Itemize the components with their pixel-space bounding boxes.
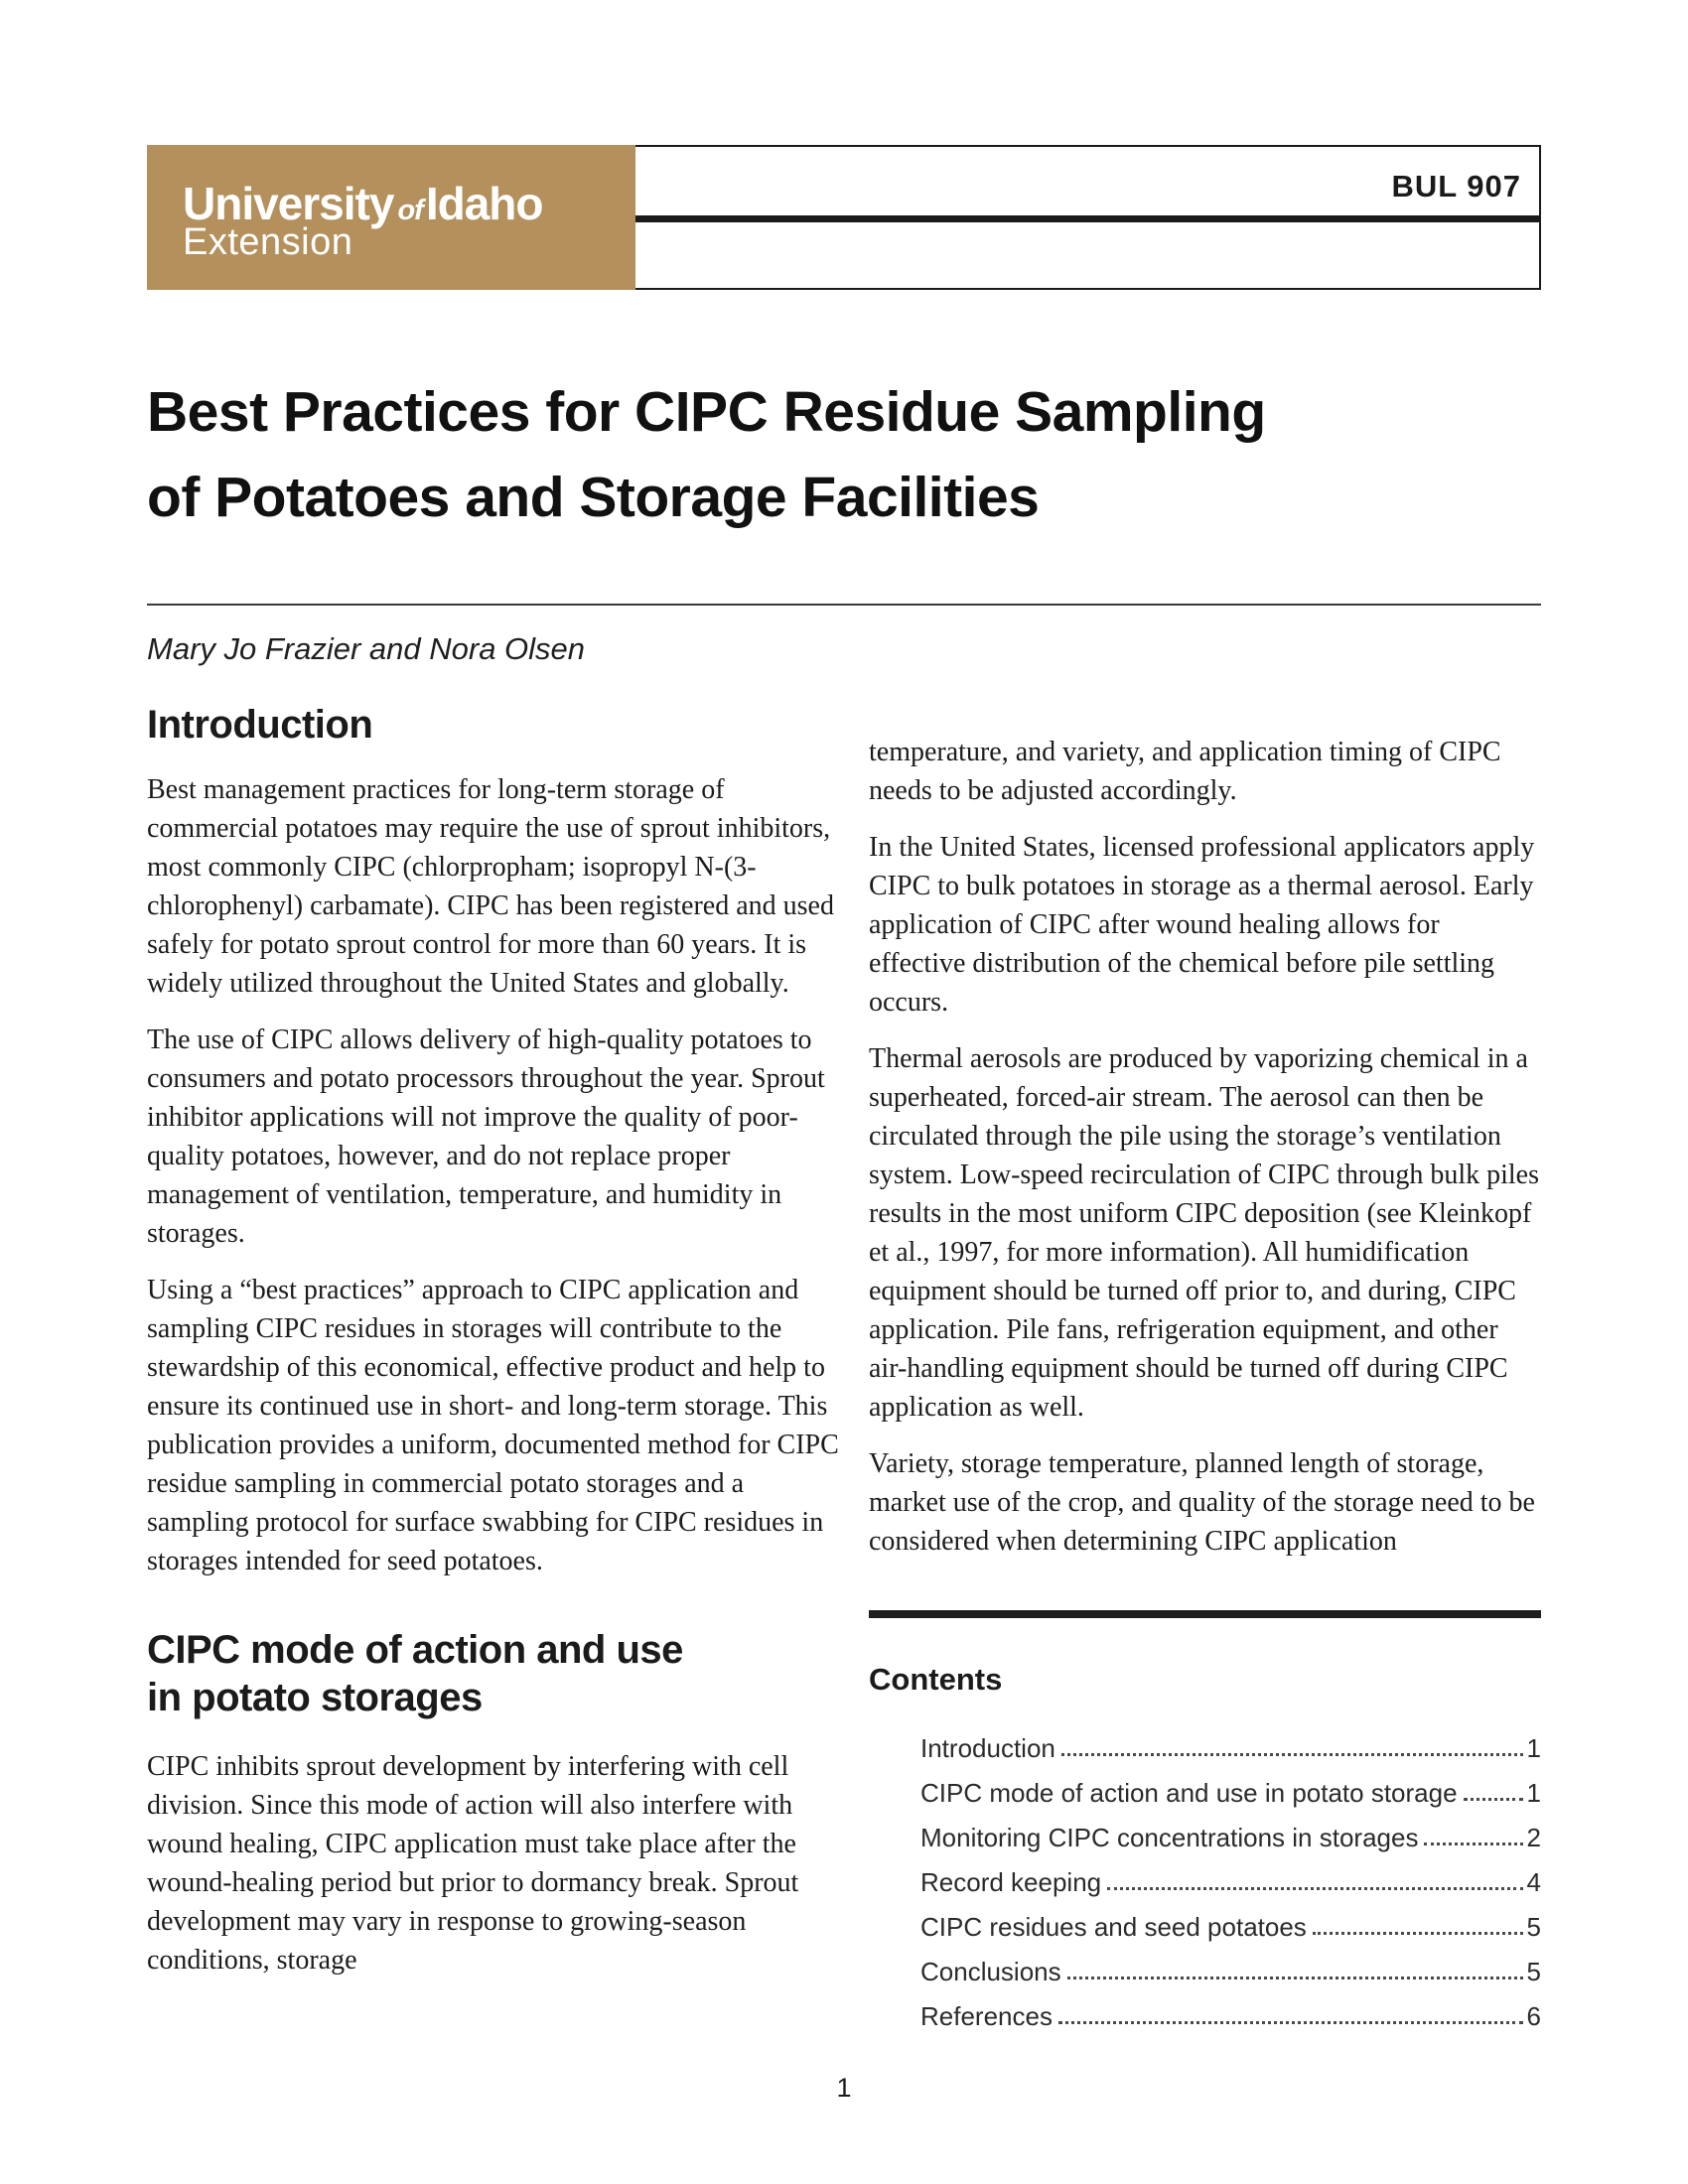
toc-dot-leader [1464,1798,1523,1801]
toc-item-page: 1 [1526,1778,1541,1808]
toc-dot-leader [1058,2021,1523,2024]
toc-item-label: Conclusions [920,1957,1061,1986]
toc-item-conclusions[interactable] [920,1943,1541,1987]
toc-dot-leader [1424,1843,1522,1845]
paragraph: The use of CIPC allows delivery of high-quality potatoes to consumers and potato processors throughout the year. Sprout inhibitor applications will not improve the quality of poor-quality potatoes, however, and do not replace proper management of ventilation, temperature, and humidity in storages. [147,1024,825,1249]
contents-divider-rule [869,1610,1541,1618]
mode-of-action-heading-line-2: in potato storages [147,1676,483,1719]
university-of-idaho-extension-logo [147,145,635,290]
paragraph: temperature, and variety, and application timing of CIPC needs to be adjusted accordingly. [869,737,1501,806]
author-byline: Mary Jo Frazier and Nora Olsen [147,631,586,666]
toc-item-mode-of-action[interactable] [920,1764,1541,1809]
page-number: 1 [836,2073,852,2103]
paragraph: Thermal aerosols are produced by vaporizing chemical in a superheated, forced-air stream. The aerosol can then be circulated through the pile using the storage’s ventilation system. Low-speed recirculation of CIPC through bulk piles results in the most uniform CIPC deposition (see Kleinkopf et al., 1997, for more information). All humidification equipment should be turned off prior to, and during, CIPC application. Pile fans, refrigeration equipment, and other air-handling equipment should be turned off during CIPC application as well. [869,1043,1539,1423]
toc-item-page: 4 [1526,1867,1541,1897]
toc-item-residues-seed-potatoes[interactable] [920,1898,1541,1943]
toc-dot-leader [1107,1887,1522,1890]
left-column [147,701,839,2032]
toc-item-page: 2 [1526,1823,1541,1852]
toc-item-page: 5 [1526,1957,1541,1986]
logo-word-idaho: Idaho [425,178,543,229]
toc-item-page: 5 [1526,1912,1541,1942]
logo-word-of: of [397,195,423,226]
toc-item-label: Record keeping [920,1867,1102,1897]
document-title [147,369,1541,540]
bulletin-number: BUL 907 [1391,169,1521,204]
mode-of-action-heading [147,1626,839,1721]
logo-word-university: University [183,178,394,229]
toc-item-page: 1 [1526,1733,1541,1763]
right-column [869,701,1541,2032]
paragraph: CIPC inhibits sprout development by interfering with cell division. Since this mode of action will also interfere with wound healing, CIPC application must take place after the wound-healing period but prior to dormancy break. Sprout development may vary in response to growing-season conditions, storage [147,1751,799,1976]
body-columns [147,701,1541,2032]
header-divider-rule [635,215,1539,222]
toc-item-label: CIPC mode of action and use in potato storage [920,1778,1458,1808]
paragraph: Variety, storage temperature, planned length of storage, market use of the crop, and quality of the storage need to be considered when determining CIPC application [869,1448,1535,1557]
toc-item-label: Introduction [920,1733,1055,1763]
toc-item-record-keeping[interactable] [920,1853,1541,1898]
contents-heading: Contents [869,1662,1003,1697]
table-of-contents [869,1719,1541,2032]
toc-item-introduction[interactable] [920,1719,1541,1764]
logo-university-of-idaho [183,178,635,229]
document-title-line-1: Best Practices for CIPC Residue Sampling [147,380,1266,444]
mode-of-action-heading-line-1: CIPC mode of action and use [147,1628,683,1672]
introduction-heading: Introduction [147,703,373,747]
paragraph: Best management practices for long-term storage of commercial potatoes may require the use of sprout inhibitors, most commonly CIPC (chlorpropham; isopropyl N-(3-chlorophenyl) carbamate). CIPC has been registered and used safely for potato sprout control for more than 60 years. It is widely utilized throughout the United States and globally. [147,774,834,999]
page-header [147,145,1541,290]
paragraph: Using a “best practices” approach to CIPC application and sampling CIPC residues in storages will contribute to the stewardship of this economical, effective product and help to ensure its continued use in short- and long-term storage. This publication provides a uniform, documented method for CIPC residue sampling in commercial potato storages and a sampling protocol for surface swabbing for CIPC residues in storages intended for seed potatoes. [147,1275,839,1576]
title-divider-rule [147,604,1541,606]
bulletin-number-box [635,145,1541,290]
toc-item-references[interactable] [920,1987,1541,2032]
toc-item-label: Monitoring CIPC concentrations in storages [920,1823,1419,1852]
toc-item-monitoring[interactable] [920,1809,1541,1853]
document-title-line-2: of Potatoes and Storage Facilities [147,466,1040,529]
paragraph: In the United States, licensed professional applicators apply CIPC to bulk potatoes in storage as a thermal aerosol. Early application of CIPC after wound healing allows for effective distribution of the chemical before pile settling occurs. [869,832,1535,1018]
toc-item-label: CIPC residues and seed potatoes [920,1912,1307,1942]
logo-word-extension: Extension [183,221,353,263]
toc-dot-leader [1061,1753,1523,1756]
toc-dot-leader [1313,1932,1523,1935]
toc-item-label: References [920,2001,1053,2031]
toc-item-page: 6 [1526,2001,1541,2031]
toc-dot-leader [1067,1977,1523,1979]
